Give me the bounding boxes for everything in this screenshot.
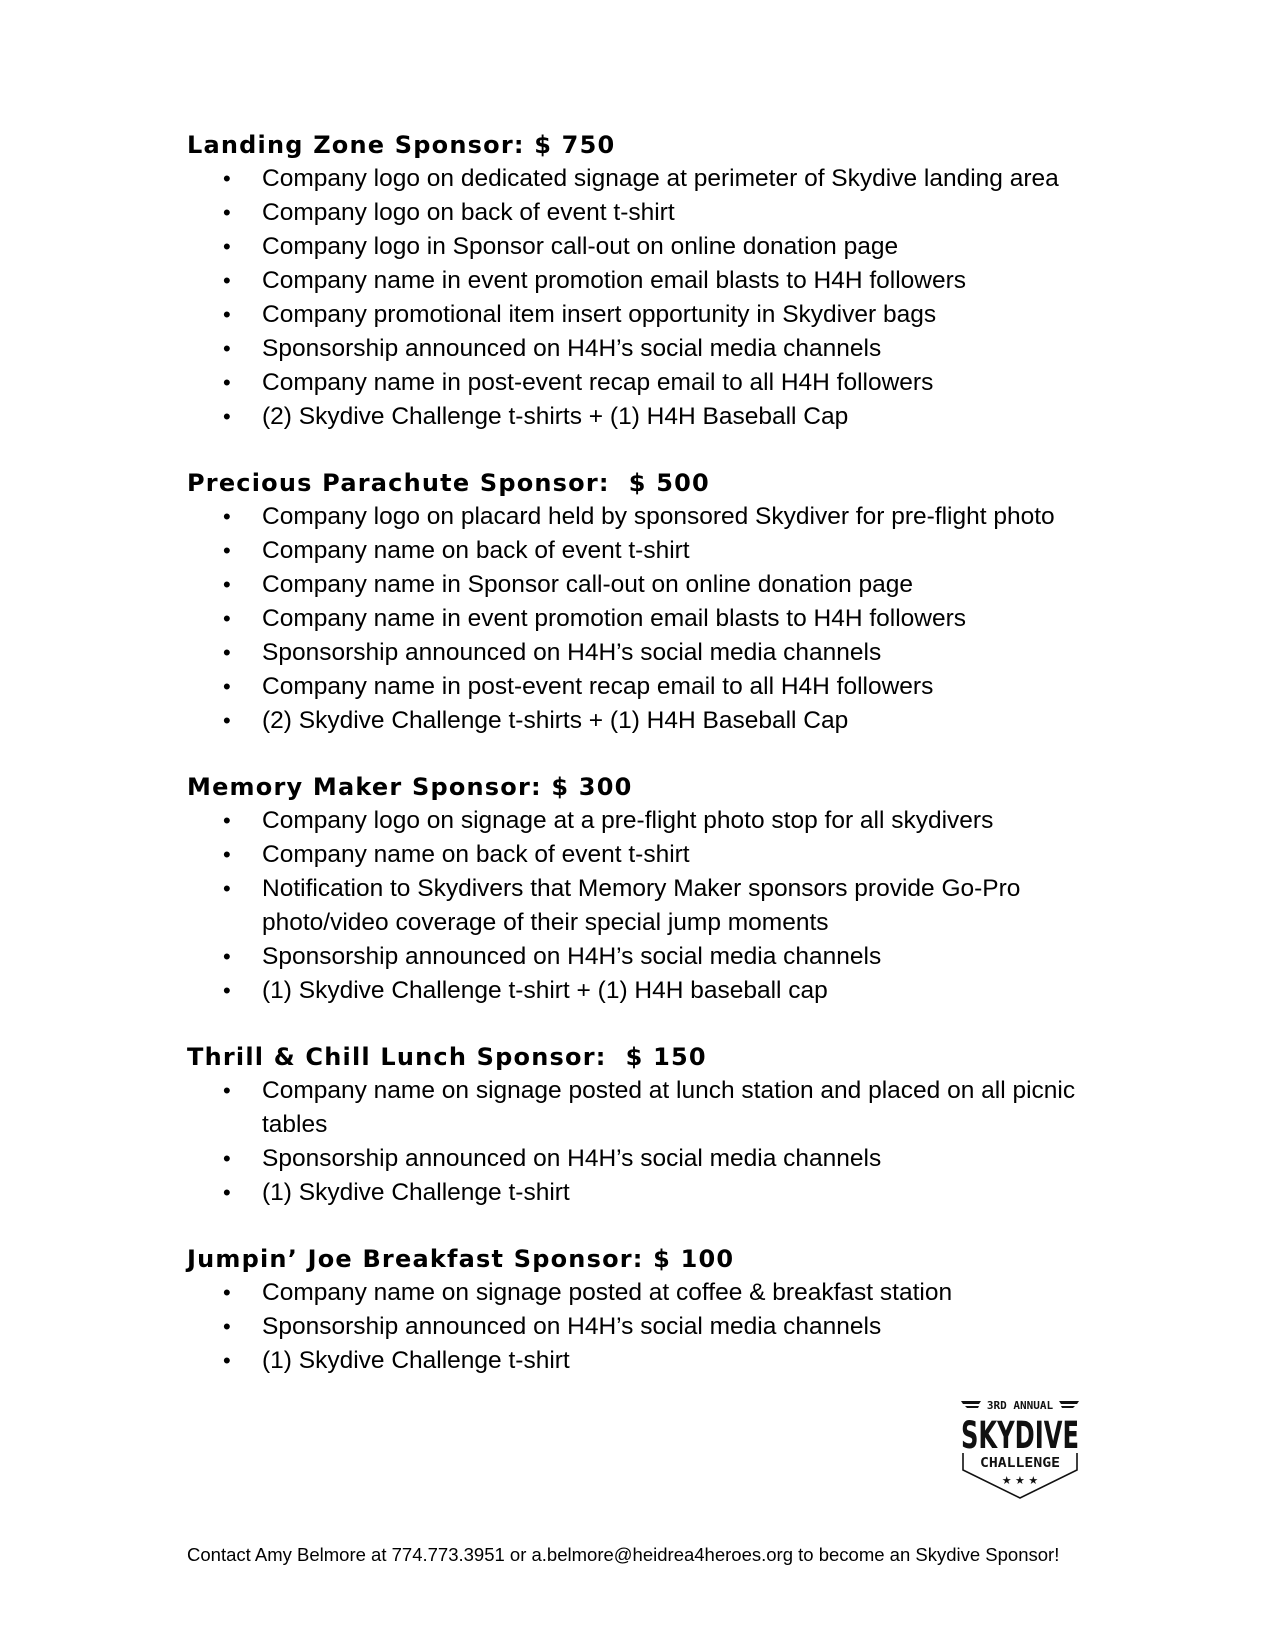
bullet-icon: •: [223, 808, 231, 833]
section-title: Precious Parachute Sponsor: $ 500: [187, 469, 710, 497]
benefit-item: • Company name in post-event recap email to all H4H followers: [187, 366, 1107, 400]
bullet-icon: •: [223, 234, 231, 259]
bullet-icon: •: [223, 640, 231, 665]
benefit-item: • Sponsorship announced on H4H’s social media channels: [187, 940, 1107, 974]
benefit-item: • Sponsorship announced on H4H’s social media channels: [187, 636, 1107, 670]
logo-line-challenge: CHALLENGE: [980, 1456, 1060, 1471]
benefit-item: • Company logo on signage at a pre-flight photo stop for all skydivers: [187, 804, 1107, 838]
section-title: Landing Zone Sponsor: $ 750: [187, 131, 616, 159]
bullet-icon: •: [223, 538, 231, 563]
benefit-item: • Sponsorship announced on H4H’s social media channels: [187, 1142, 1107, 1176]
section-title: Jumpin’ Joe Breakfast Sponsor: $ 100: [187, 1245, 735, 1273]
bullet-icon: •: [223, 708, 231, 733]
bullet-icon: •: [223, 674, 231, 699]
sponsor-section-precious-parachute: [187, 466, 1107, 738]
bullet-icon: •: [223, 1280, 231, 1305]
bullet-icon: •: [223, 606, 231, 631]
star-icon: ★ ★ ★: [1001, 1474, 1039, 1487]
benefit-item: • (2) Skydive Challenge t-shirts + (1) H4H Baseball Cap: [187, 400, 1107, 434]
benefit-item: • Company logo on back of event t-shirt: [187, 196, 1107, 230]
section-title: Memory Maker Sponsor: $ 300: [187, 773, 633, 801]
benefit-list: [187, 1074, 1107, 1210]
benefit-list: [187, 162, 1107, 434]
bullet-icon: •: [223, 1314, 231, 1339]
benefit-item: • Company logo in Sponsor call-out on online donation page: [187, 230, 1107, 264]
sponsor-section-memory-maker: [187, 770, 1107, 1008]
bullet-icon: •: [223, 876, 231, 901]
benefit-item: • Company logo on dedicated signage at perimeter of Skydive landing area: [187, 162, 1107, 196]
bullet-icon: •: [223, 404, 231, 429]
benefit-list: [187, 500, 1107, 738]
benefit-item: • Company name in post-event recap email to all H4H followers: [187, 670, 1107, 704]
benefit-item: • (2) Skydive Challenge t-shirts + (1) H4H Baseball Cap: [187, 704, 1107, 738]
bullet-icon: •: [223, 302, 231, 327]
benefit-item: • Sponsorship announced on H4H’s social media channels: [187, 1310, 1107, 1344]
logo-line-annual: 3RD ANNUAL: [986, 1399, 1054, 1412]
benefit-item: • Company name in Sponsor call-out on online donation page: [187, 568, 1107, 602]
benefit-list: [187, 804, 1107, 1008]
bullet-icon: •: [223, 1180, 231, 1205]
skydive-challenge-logo: [955, 1396, 1085, 1506]
bullet-icon: •: [223, 504, 231, 529]
benefit-item: • Notification to Skydivers that Memory Maker sponsors provide Go-Pro photo/video coverage of their special jump moments: [187, 872, 1107, 940]
benefit-list: [187, 1276, 1107, 1378]
benefit-item: • Company name in event promotion email blasts to H4H followers: [187, 264, 1107, 298]
benefit-item: • Company logo on placard held by sponsored Skydiver for pre-flight photo: [187, 500, 1107, 534]
sponsor-section-jumpin-joe-breakfast: [187, 1242, 1107, 1378]
benefit-item: • Company promotional item insert opportunity in Skydiver bags: [187, 298, 1107, 332]
logo-line-skydive: SKYDIVE: [961, 1414, 1079, 1457]
bullet-icon: •: [223, 978, 231, 1003]
sponsor-sections: [187, 128, 1107, 1410]
benefit-item: • Sponsorship announced on H4H’s social media channels: [187, 332, 1107, 366]
sponsor-section-thrill-chill-lunch: [187, 1040, 1107, 1210]
benefit-item: • Company name on back of event t-shirt: [187, 838, 1107, 872]
bullet-icon: •: [223, 1146, 231, 1171]
contact-footer: Contact Amy Belmore at 774.773.3951 or a.belmore@heidrea4heroes.org to become an Skydive Sponsor!: [187, 1544, 1060, 1565]
benefit-item: • Company name on signage posted at coffee & breakfast station: [187, 1276, 1107, 1310]
bullet-icon: •: [223, 1348, 231, 1373]
benefit-item: • Company name on signage posted at lunch station and placed on all picnic tables: [187, 1074, 1107, 1142]
bullet-icon: •: [223, 944, 231, 969]
bullet-icon: •: [223, 200, 231, 225]
bullet-icon: •: [223, 842, 231, 867]
bullet-icon: •: [223, 166, 231, 191]
bullet-icon: •: [223, 336, 231, 361]
bullet-icon: •: [223, 370, 231, 395]
bullet-icon: •: [223, 1078, 231, 1103]
benefit-item: • (1) Skydive Challenge t-shirt: [187, 1344, 1107, 1378]
benefit-item: • (1) Skydive Challenge t-shirt + (1) H4H baseball cap: [187, 974, 1107, 1008]
benefit-item: • (1) Skydive Challenge t-shirt: [187, 1176, 1107, 1210]
bullet-icon: •: [223, 268, 231, 293]
benefit-item: • Company name in event promotion email blasts to H4H followers: [187, 602, 1107, 636]
benefit-item: • Company name on back of event t-shirt: [187, 534, 1107, 568]
sponsor-section-landing-zone: [187, 128, 1107, 434]
section-title: Thrill & Chill Lunch Sponsor: $ 150: [187, 1043, 707, 1071]
bullet-icon: •: [223, 572, 231, 597]
